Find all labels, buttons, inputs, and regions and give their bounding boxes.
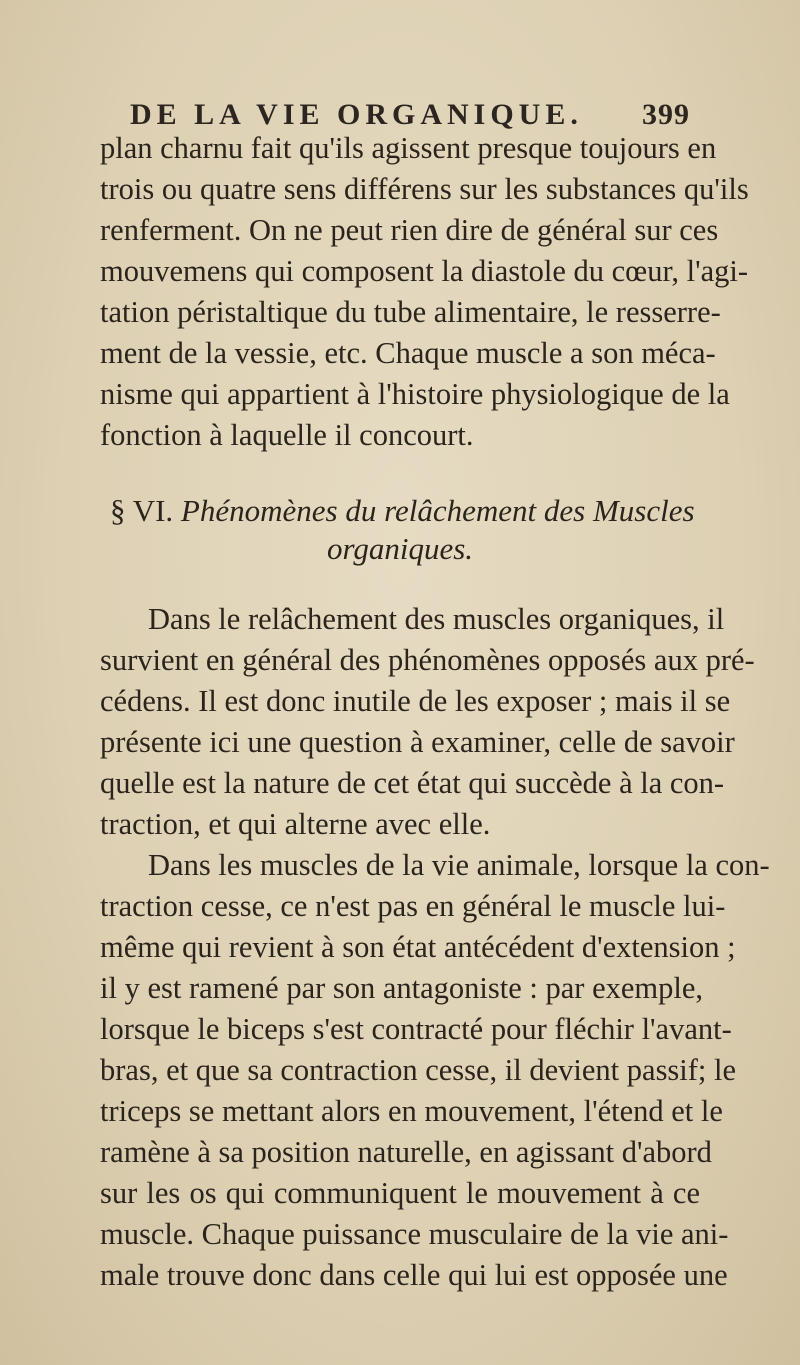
text-line: quelle est la nature de cet état qui succède à la con-	[100, 766, 725, 800]
text-line: Dans les muscles de la vie animale, lorsque la con-	[148, 848, 770, 882]
text-line: traction, et qui alterne avec elle.	[100, 807, 491, 841]
text-line: cédens. Il est donc inutile de les exposer ; mais il se	[100, 684, 731, 718]
text-line: survient en général des phénomènes opposés aux pré-	[100, 643, 755, 677]
section-title: Phénomènes du relâchement des Muscles	[180, 493, 695, 528]
text-line: ment de la vessie, etc. Chaque muscle a son méca-	[100, 336, 716, 370]
text-line: ramène à sa position naturelle, en agissant d'abord	[100, 1135, 712, 1169]
text-line: sur les os qui communiquent le mouvement à ce	[100, 1176, 700, 1210]
text-line: triceps se mettant alors en mouvement, l'étend et le	[100, 1094, 723, 1128]
text-line: renferment. On ne peut rien dire de général sur ces	[100, 213, 719, 247]
text-line: tation péristaltique du tube alimentaire, le resserre-	[100, 295, 721, 329]
text-line: présente ici une question à examiner, celle de savoir	[100, 725, 735, 759]
running-head-title: DE LA VIE ORGANIQUE.	[130, 98, 583, 131]
section-title-continued: organiques.	[326, 531, 474, 566]
text-line: plan charnu fait qu'ils agissent presque toujours en	[100, 131, 717, 165]
text-line: trois ou quatre sens différens sur les substances qu'ils	[100, 172, 749, 206]
text-line: nisme qui appartient à l'histoire physiologique de la	[100, 377, 730, 411]
text-line: même qui revient à son état antécédent d'extension ;	[100, 930, 736, 964]
text-line: male trouve donc dans celle qui lui est opposée une	[100, 1258, 728, 1292]
text-line: muscle. Chaque puissance musculaire de la vie ani-	[100, 1217, 729, 1251]
text-line: mouvemens qui composent la diastole du cœur, l'agi-	[100, 254, 749, 288]
text-line: traction cesse, ce n'est pas en général le muscle lui-	[100, 889, 726, 923]
text-line: lorsque le biceps s'est contracté pour fléchir l'avant-	[100, 1012, 732, 1046]
text-line: Dans le relâchement des muscles organiques, il	[148, 602, 725, 636]
section-number: § VI.	[110, 493, 174, 528]
page-number: 399	[642, 98, 690, 131]
section-heading	[110, 491, 700, 531]
text-line: fonction à laquelle il concourt.	[100, 418, 474, 452]
text-line: il y est ramené par son antagoniste : par exemple,	[100, 971, 704, 1005]
text-line: bras, et que sa contraction cesse, il devient passif; le	[100, 1053, 737, 1087]
